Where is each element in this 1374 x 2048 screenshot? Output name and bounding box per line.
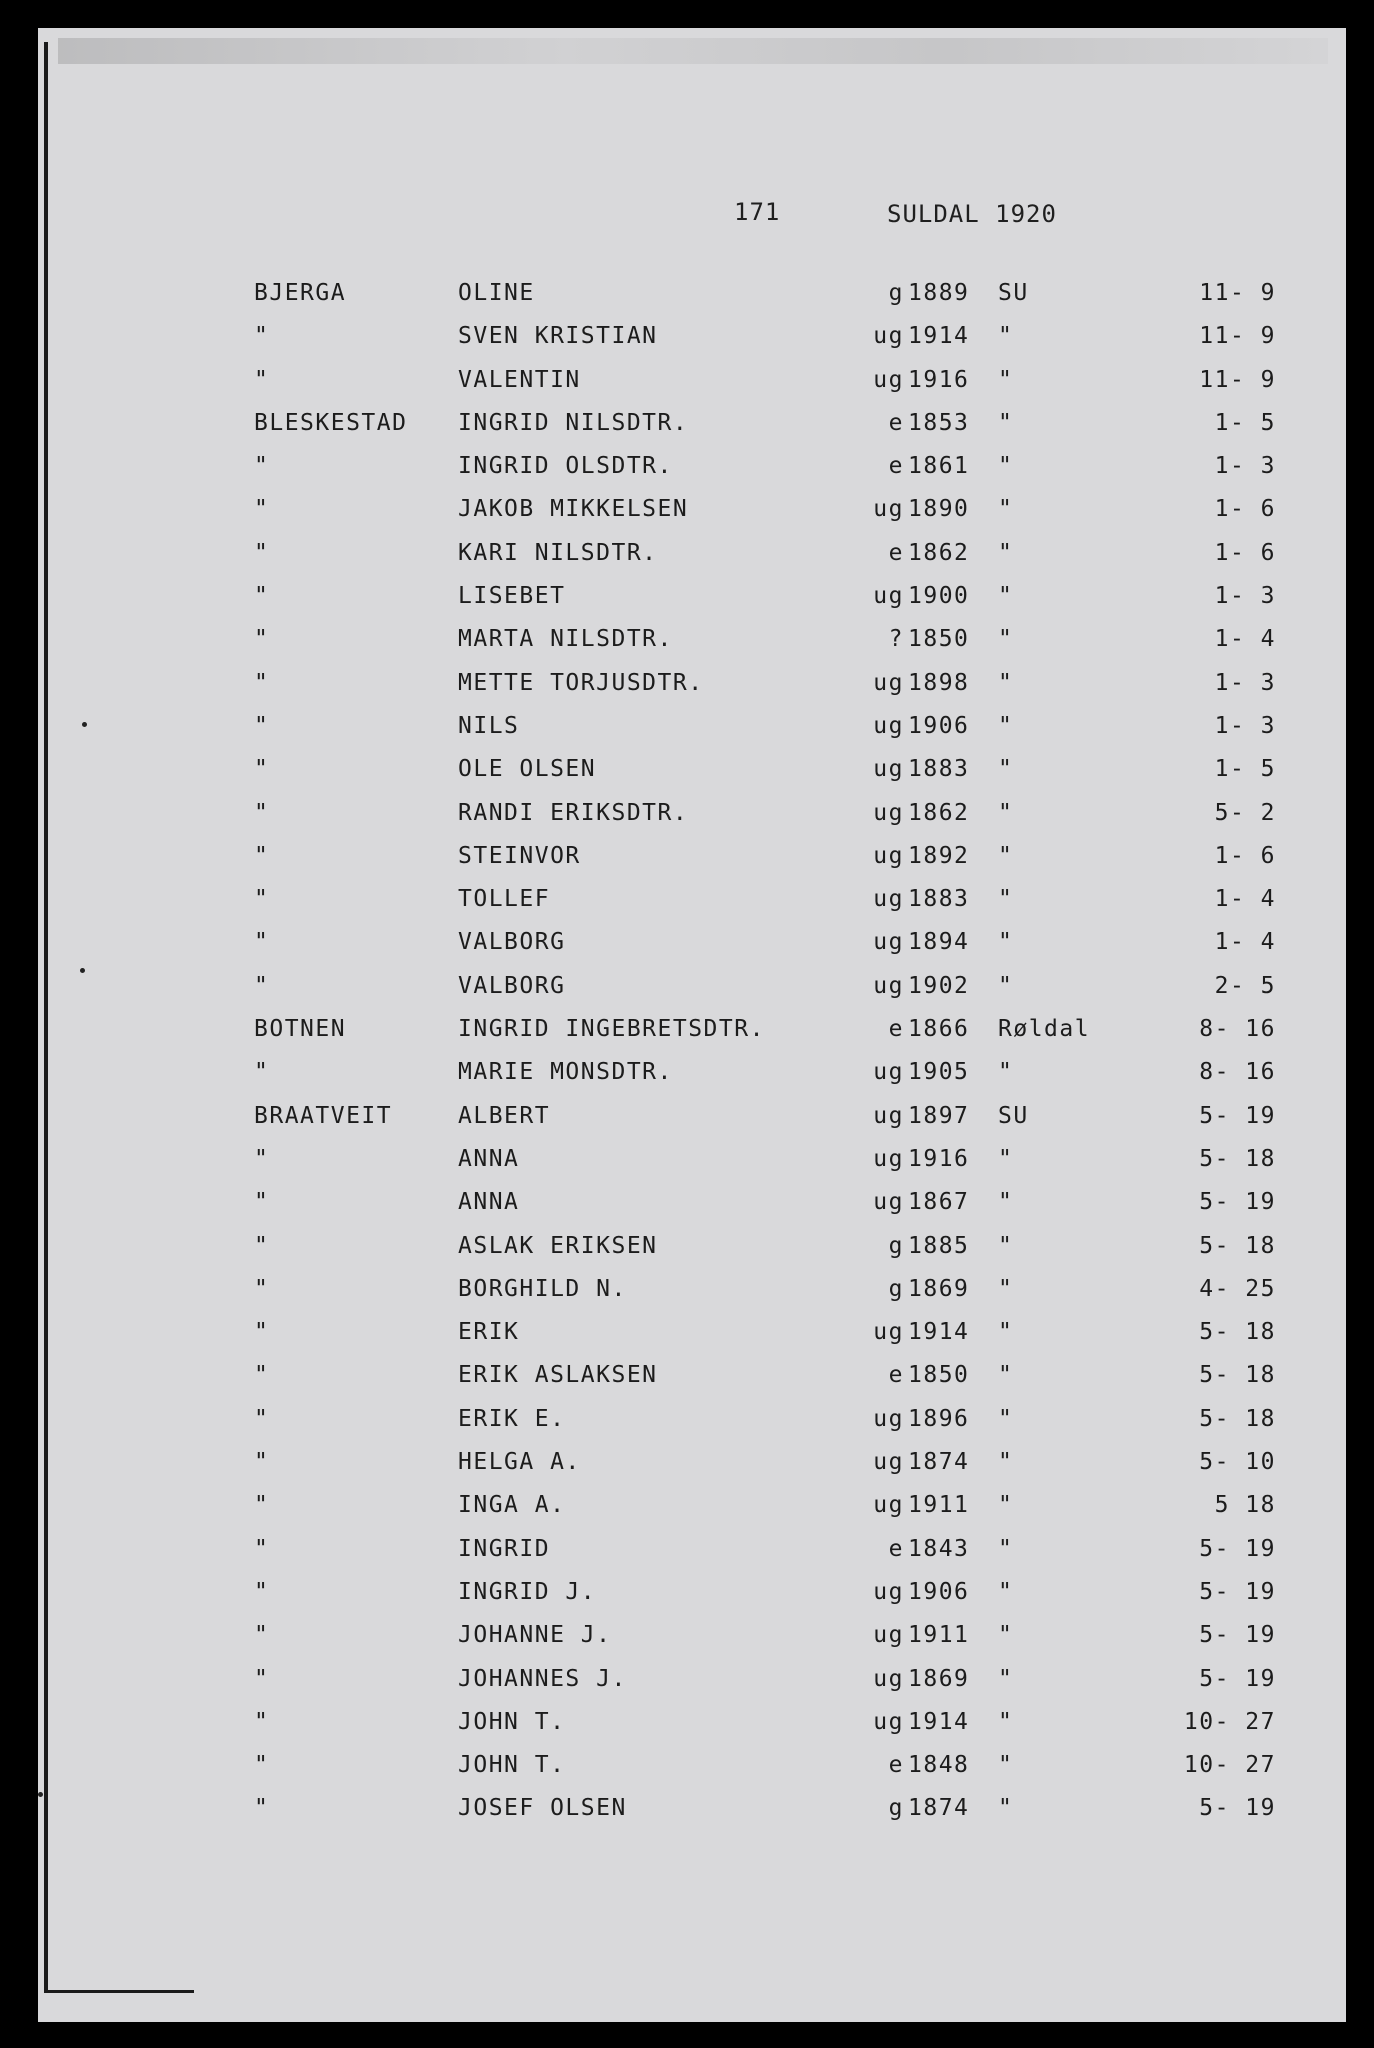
list-item [38,1319,1346,1362]
entry-status: ug [873,1622,904,1649]
list-item [38,756,1346,799]
entry-place: " [998,626,1014,653]
entry-name: INGA A. [458,1492,566,1519]
entry-year: 1885 [908,1232,970,1259]
entry-date: 1- 3 [1214,453,1276,480]
entry-status: ug [873,972,904,999]
entry-year: 1892 [908,842,970,869]
entry-place: " [998,1319,1014,1346]
entry-year: 1911 [908,1622,970,1649]
list-item [38,1709,1346,1752]
entry-year: 1900 [908,583,970,610]
entry-date: 5- 19 [1199,1535,1276,1562]
entry-place: " [998,1189,1014,1216]
entry-date: 11- 9 [1199,323,1276,350]
entry-place: SU [998,1102,1029,1129]
entry-year: 1861 [908,453,970,480]
entry-date: 1- 3 [1214,669,1276,696]
entry-status: ug [873,886,904,913]
entry-year: 1883 [908,756,970,783]
entry-place: " [998,712,1014,739]
entry-name: JAKOB MIKKELSEN [458,496,689,523]
entry-year: 1911 [908,1492,970,1519]
list-item [38,713,1346,756]
list-item [38,410,1346,453]
entry-place: " [998,669,1014,696]
entry-farm: " [254,929,270,956]
entry-name: VALBORG [458,929,566,956]
entry-farm: " [254,1622,270,1649]
entry-year: 1850 [908,626,970,653]
entry-name: KARI NILSDTR. [458,539,658,566]
entry-place: " [998,972,1014,999]
list-item [38,367,1346,410]
entry-farm: " [254,1189,270,1216]
speck-mark [82,722,87,727]
entry-farm: " [254,366,270,393]
entry-name: INGRID J. [458,1578,597,1605]
entry-year: 1905 [908,1059,970,1086]
list-item [38,1016,1346,1059]
entry-year: 1874 [908,1795,970,1822]
list-item [38,1103,1346,1146]
entry-date: 10- 27 [1183,1708,1276,1735]
entry-farm: " [254,1405,270,1432]
entry-name: ERIK E. [458,1405,566,1432]
entry-farm: " [254,886,270,913]
entry-status: g [888,280,904,306]
census-list [38,280,1346,1839]
entry-date: 8- 16 [1199,1016,1276,1043]
entry-name: VALENTIN [458,366,581,393]
entry-date: 5- 18 [1199,1232,1276,1259]
entry-year: 1916 [908,366,970,393]
entry-year: 1889 [908,280,970,306]
entry-farm: " [254,1708,270,1735]
entry-farm: " [254,1578,270,1605]
entry-status: ug [873,1492,904,1519]
entry-farm: " [254,842,270,869]
entry-farm: " [254,1492,270,1519]
entry-year: 1843 [908,1535,970,1562]
entry-status: ug [873,1578,904,1605]
list-item [38,1276,1346,1319]
entry-date: 5- 19 [1199,1622,1276,1649]
entry-status: ug [873,1189,904,1216]
entry-status: ug [873,323,904,350]
entry-farm: " [254,669,270,696]
entry-date: 5- 18 [1199,1145,1276,1172]
entry-farm: " [254,756,270,783]
list-item [38,1146,1346,1189]
entry-farm: BLESKESTAD [254,409,408,436]
entry-year: 1902 [908,972,970,999]
entry-name: BORGHILD N. [458,1275,627,1302]
entry-farm: " [254,626,270,653]
entry-name: MARIE MONSDTR. [458,1059,673,1086]
entry-date: 1- 3 [1214,712,1276,739]
entry-date: 5- 19 [1199,1665,1276,1692]
entry-name: ALBERT [458,1102,551,1129]
entry-status: ug [873,1708,904,1735]
entry-status: e [888,409,904,436]
entry-place: Røldal [998,1016,1091,1043]
page-header [38,198,1346,232]
list-item [38,973,1346,1016]
entry-place: " [998,886,1014,913]
entry-name: VALBORG [458,972,566,999]
entry-status: ug [873,583,904,610]
entry-year: 1850 [908,1362,970,1389]
entry-year: 1867 [908,1189,970,1216]
entry-farm: " [254,1059,270,1086]
entry-farm: " [254,712,270,739]
entry-farm: " [254,1449,270,1476]
entry-name: JOHN T. [458,1708,566,1735]
entry-name: ANNA [458,1145,520,1172]
entry-name: INGRID [458,1535,551,1562]
entry-name: JOSEF OLSEN [458,1795,627,1822]
entry-date: 2- 5 [1214,972,1276,999]
list-item [38,1795,1346,1838]
entry-status: ug [873,929,904,956]
list-item [38,323,1346,366]
entry-farm: " [254,496,270,523]
entry-farm: " [254,1665,270,1692]
entry-name: OLINE [458,280,535,306]
entry-name: JOHANNE J. [458,1622,612,1649]
entry-status: ug [873,799,904,826]
entry-name: ERIK [458,1319,520,1346]
entry-date: 5- 19 [1199,1578,1276,1605]
entry-name: JOHN T. [458,1752,566,1779]
entry-year: 1916 [908,1145,970,1172]
entry-place: " [998,1275,1014,1302]
speck-mark [38,1792,43,1797]
entry-place: " [998,539,1014,566]
entry-date: 1- 5 [1214,756,1276,783]
entry-name: ERIK ASLAKSEN [458,1362,658,1389]
entry-date: 1- 4 [1214,626,1276,653]
entry-status: e [888,453,904,480]
entry-place: " [998,583,1014,610]
list-item [38,583,1346,626]
entry-place: " [998,799,1014,826]
entry-farm: BJERGA [254,280,347,306]
list-item [38,1233,1346,1276]
list-item [38,929,1346,972]
entry-date: 5- 18 [1199,1362,1276,1389]
entry-status: ug [873,496,904,523]
entry-status: e [888,1362,904,1389]
entry-status: ug [873,712,904,739]
entry-place: " [998,1708,1014,1735]
list-item [38,1406,1346,1449]
entry-place: " [998,409,1014,436]
entry-farm: " [254,539,270,566]
entry-farm: " [254,1795,270,1822]
entry-year: 1862 [908,539,970,566]
entry-date: 11- 9 [1199,366,1276,393]
list-item [38,1579,1346,1622]
entry-year: 1906 [908,1578,970,1605]
entry-date: 1- 4 [1214,886,1276,913]
entry-place: " [998,1449,1014,1476]
entry-year: 1874 [908,1449,970,1476]
entry-name: RANDI ERIKSDTR. [458,799,689,826]
entry-farm: " [254,972,270,999]
entry-date: 5- 10 [1199,1449,1276,1476]
entry-name: ASLAK ERIKSEN [458,1232,658,1259]
entry-status: ug [873,756,904,783]
entry-date: 1- 6 [1214,842,1276,869]
entry-name: OLE OLSEN [458,756,597,783]
entry-date: 8- 16 [1199,1059,1276,1086]
list-item [38,800,1346,843]
entry-place: " [998,1145,1014,1172]
entry-date: 5- 19 [1199,1795,1276,1822]
entry-name: METTE TORJUSDTR. [458,669,704,696]
entry-farm: " [254,1145,270,1172]
entry-status: ug [873,366,904,393]
list-item [38,1492,1346,1535]
entry-place: " [998,1405,1014,1432]
entry-status: ug [873,1319,904,1346]
entry-name: INGRID NILSDTR. [458,409,689,436]
entry-status: ug [873,842,904,869]
entry-status: e [888,539,904,566]
entry-place: " [998,1795,1014,1822]
entry-status: ug [873,1449,904,1476]
entry-name: ANNA [458,1189,520,1216]
entry-farm: " [254,799,270,826]
entry-year: 1914 [908,323,970,350]
entry-year: 1853 [908,409,970,436]
entry-date: 1- 3 [1214,583,1276,610]
entry-place: " [998,756,1014,783]
entry-status: e [888,1535,904,1562]
entry-farm: " [254,453,270,480]
list-item [38,453,1346,496]
entry-year: 1906 [908,712,970,739]
entry-status: e [888,1752,904,1779]
entry-year: 1898 [908,669,970,696]
entry-status: e [888,1016,904,1043]
entry-name: MARTA NILSDTR. [458,626,673,653]
entry-place: " [998,1578,1014,1605]
entry-place: " [998,366,1014,393]
entry-year: 1894 [908,929,970,956]
entry-status: g [888,1795,904,1822]
list-item [38,1449,1346,1492]
entry-date: 1- 4 [1214,929,1276,956]
list-item [38,280,1346,323]
entry-date: 5- 18 [1199,1405,1276,1432]
entry-farm: " [254,1535,270,1562]
entry-name: STEINVOR [458,842,581,869]
entry-date: 1- 6 [1214,496,1276,523]
entry-date: 5- 19 [1199,1102,1276,1129]
entry-farm: " [254,1319,270,1346]
entry-date: 1- 6 [1214,539,1276,566]
entry-farm: " [254,1275,270,1302]
list-item [38,1059,1346,1102]
entry-year: 1869 [908,1275,970,1302]
entry-date: 11- 9 [1199,280,1276,306]
entry-place: " [998,929,1014,956]
scan-smudge [58,38,1328,64]
document-page [38,28,1346,2022]
entry-place: " [998,453,1014,480]
entry-farm: " [254,1232,270,1259]
bottom-margin-rule [44,1990,194,1993]
entry-name: TOLLEF [458,886,551,913]
entry-year: 1890 [908,496,970,523]
entry-date: 5 18 [1214,1492,1276,1519]
list-item [38,886,1346,929]
entry-year: 1914 [908,1319,970,1346]
entry-name: SVEN KRISTIAN [458,323,658,350]
entry-place: " [998,842,1014,869]
page-number: 171 [734,198,781,226]
entry-year: 1897 [908,1102,970,1129]
entry-status: ug [873,1059,904,1086]
list-item [38,843,1346,886]
entry-date: 10- 27 [1183,1752,1276,1779]
entry-place: " [998,1232,1014,1259]
entry-year: 1866 [908,1016,970,1043]
list-item [38,1622,1346,1665]
entry-year: 1883 [908,886,970,913]
entry-place: SU [998,280,1029,306]
speck-mark [80,968,85,973]
list-item [38,1536,1346,1579]
entry-date: 4- 25 [1199,1275,1276,1302]
entry-place: " [998,1492,1014,1519]
entry-place: " [998,1059,1014,1086]
entry-name: LISEBET [458,583,566,610]
entry-date: 5- 18 [1199,1319,1276,1346]
entry-name: INGRID INGEBRETSDTR. [458,1016,765,1043]
entry-date: 5- 2 [1214,799,1276,826]
entry-farm: BRAATVEIT [254,1102,393,1129]
entry-status: g [888,1232,904,1259]
parish-year-title: SULDAL 1920 [887,200,1057,228]
entry-farm: " [254,583,270,610]
entry-year: 1914 [908,1708,970,1735]
list-item [38,1666,1346,1709]
entry-place: " [998,1752,1014,1779]
entry-status: ? [888,626,904,653]
entry-place: " [998,1362,1014,1389]
entry-year: 1862 [908,799,970,826]
entry-name: HELGA A. [458,1449,581,1476]
list-item [38,670,1346,713]
entry-year: 1848 [908,1752,970,1779]
entry-status: ug [873,1102,904,1129]
entry-status: ug [873,1665,904,1692]
entry-date: 1- 5 [1214,409,1276,436]
entry-name: INGRID OLSDTR. [458,453,673,480]
entry-place: " [998,1665,1014,1692]
list-item [38,1752,1346,1795]
list-item [38,1362,1346,1405]
list-item [38,1189,1346,1232]
entry-year: 1896 [908,1405,970,1432]
list-item [38,540,1346,583]
entry-name: JOHANNES J. [458,1665,627,1692]
entry-name: NILS [458,712,520,739]
list-item [38,626,1346,669]
list-item [38,496,1346,539]
entry-place: " [998,323,1014,350]
entry-status: g [888,1275,904,1302]
entry-farm: " [254,323,270,350]
entry-farm: BOTNEN [254,1016,347,1043]
entry-place: " [998,1622,1014,1649]
entry-place: " [998,496,1014,523]
entry-status: ug [873,1145,904,1172]
entry-status: ug [873,669,904,696]
entry-date: 5- 19 [1199,1189,1276,1216]
entry-farm: " [254,1362,270,1389]
entry-year: 1869 [908,1665,970,1692]
entry-status: ug [873,1405,904,1432]
entry-farm: " [254,1752,270,1779]
entry-place: " [998,1535,1014,1562]
